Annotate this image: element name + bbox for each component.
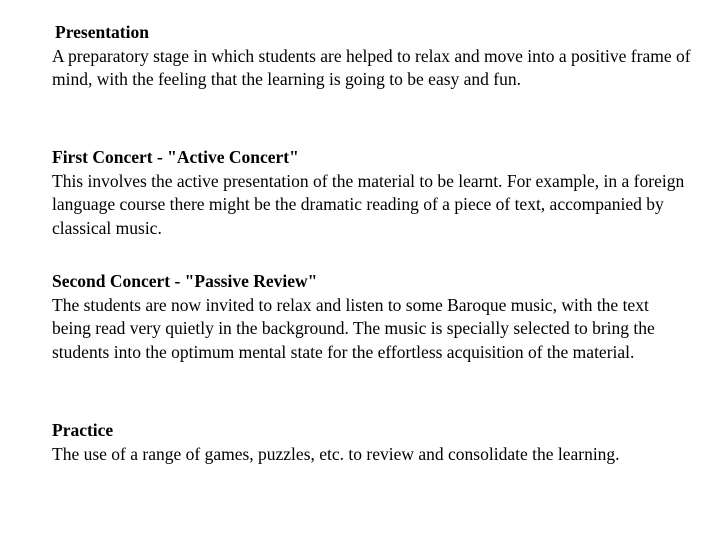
section-second-concert — [52, 270, 712, 364]
section-presentation — [52, 21, 712, 92]
section-text: The students are now invited to relax and listen to some Baroque music, with the text being read very quietly in the background. The music is specially selected to bring the students into the optimum mental state for the effortless acquisition of the material. — [52, 294, 655, 362]
section-text: A preparatory stage in which students are helped to relax and move into a positive frame of mind, with the feeling that the learning is going to be easy and fun. — [52, 45, 691, 89]
section-heading: Second Concert - "Passive Review" — [52, 271, 318, 291]
section-practice — [52, 419, 712, 466]
section-text: This involves the active presentation of the material to be learnt. For example, in a foreign language course there might be the dramatic reading of a piece of text, accompanied by classical music. — [52, 170, 685, 238]
section-first-concert — [52, 146, 712, 240]
section-heading: Practice — [52, 420, 114, 440]
section-heading: First Concert - "Active Concert" — [52, 147, 299, 167]
section-heading: Presentation — [55, 22, 149, 42]
section-text: The use of a range of games, puzzles, etc. to review and consolidate the learning. — [52, 443, 620, 464]
